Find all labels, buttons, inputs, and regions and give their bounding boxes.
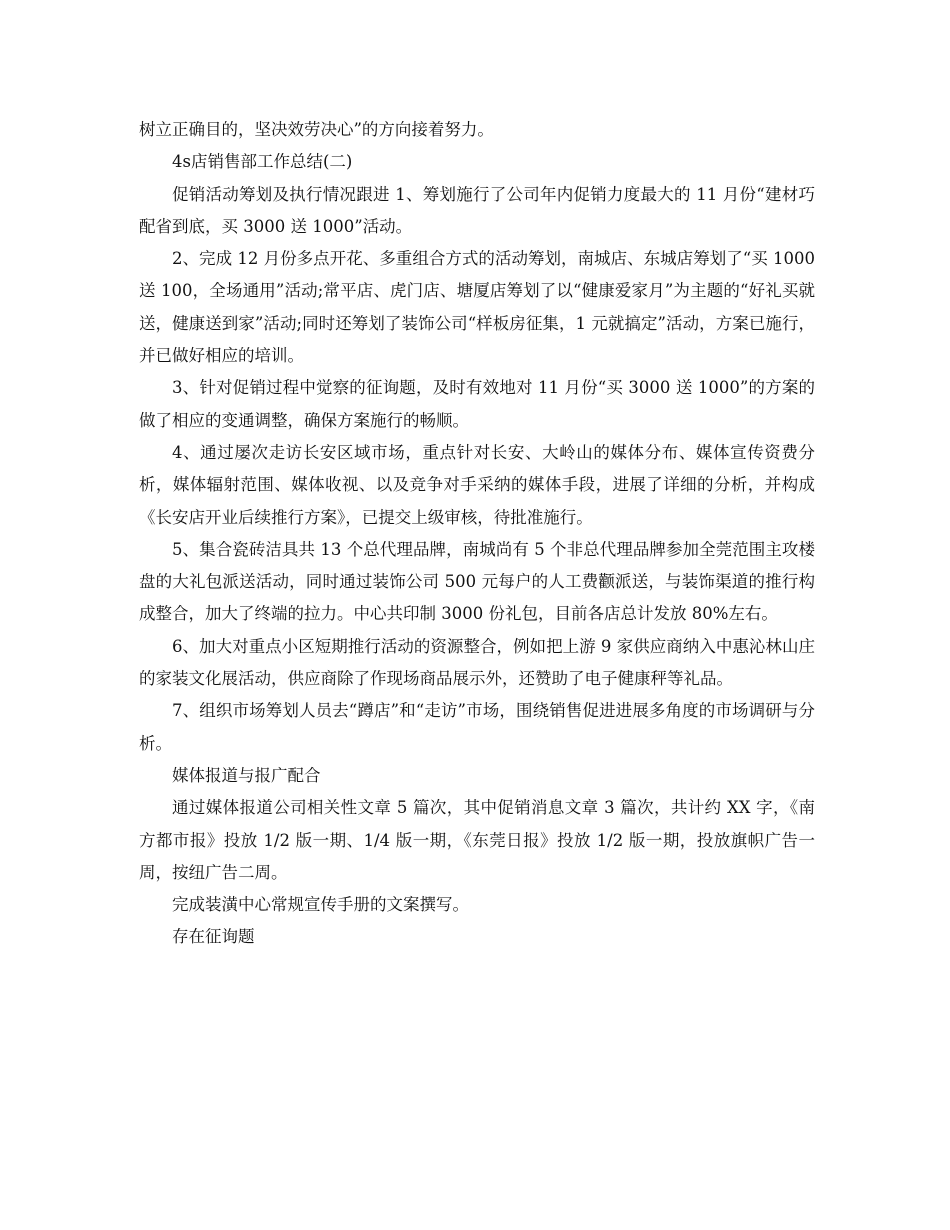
section-heading-issues: 存在征询题 xyxy=(172,927,255,947)
paragraph-brochure: 完成装潢中心常规宣传手册的文案撰写。 xyxy=(172,895,469,915)
paragraph-media-report: 通过媒体报道公司相关性文章 5 篇次，其中促销消息文章 3 篇次，共计约 XX 字，《南方都市报》投放 1/2 版一期、1/4 版一期，《东莞日报》投放 1/2 版一期，投放旗帜广告一周，按纽广告二周。 xyxy=(139,798,815,882)
paragraph-1: 树立正确目的，坚决效劳决心”的方向接着努力。 xyxy=(139,120,494,139)
paragraph-promotion-planning: 促销活动筹划及执行情况跟进 1、筹划施行了公司年内促销力度最大的 11 月份“建材巧配省到底，买 3000 送 1000”活动。 xyxy=(139,184,815,236)
section-heading-media: 媒体报道与报广配合 xyxy=(172,765,321,785)
paragraph-item-7: 7、组织市场筹划人员去“蹲店”和“走访”市场，围绕销售促进进展多角度的市场调研与分析。 xyxy=(139,701,815,753)
paragraph-item-2: 2、完成 12 月份多点开花、多重组合方式的活动筹划，南城店、东城店筹划了“买 1000 送 100，全场通用”活动;常平店、虎门店、塘厦店筹划了以“健康爱家月”为主题的“好礼买就送，健康送到家”活动;同时还筹划了装饰公司“样板房征集，1 元就搞定”活动，方案已施行，并已做好相应的培训。 xyxy=(139,249,815,366)
paragraph-item-5: 5、集合瓷砖洁具共 13 个总代理品牌，南城尚有 5 个非总代理品牌参加全莞范围主攻楼盘的大礼包派送活动，同时通过装饰公司 500 元每户的人工费颧派送，与装饰渠道的推行构成整合，加大了终端的拉力。中心共印制 3000 份礼包，目前各店总计发放 80%左右。 xyxy=(139,539,815,624)
paragraph-item-4: 4、通过屡次走访长安区域市场，重点针对长安、大岭山的媒体分布、媒体宣传资费分析，媒体辐射范围、媒体收视、以及竞争对手采纳的媒体手段，进展了详细的分析，并构成《长安店开业后续推行方案》，已提交上级审核，待批准施行。 xyxy=(139,442,815,527)
paragraph-item-6: 6、加大对重点小区短期推行活动的资源整合，例如把上游 9 家供应商纳入中惠沁林山庄的家装文化展活动，供应商除了作现场商品展示外，还赞助了电子健康秤等礼品。 xyxy=(139,636,815,689)
paragraph-item-3: 3、针对促销过程中觉察的征询题，及时有效地对 11 月份“买 3000 送 1000”的方案的做了相应的变通调整，确保方案施行的畅顺。 xyxy=(139,378,815,430)
document-body xyxy=(139,114,815,954)
section-heading-sales-summary: 4s店销售部工作总结(二) xyxy=(172,152,353,172)
